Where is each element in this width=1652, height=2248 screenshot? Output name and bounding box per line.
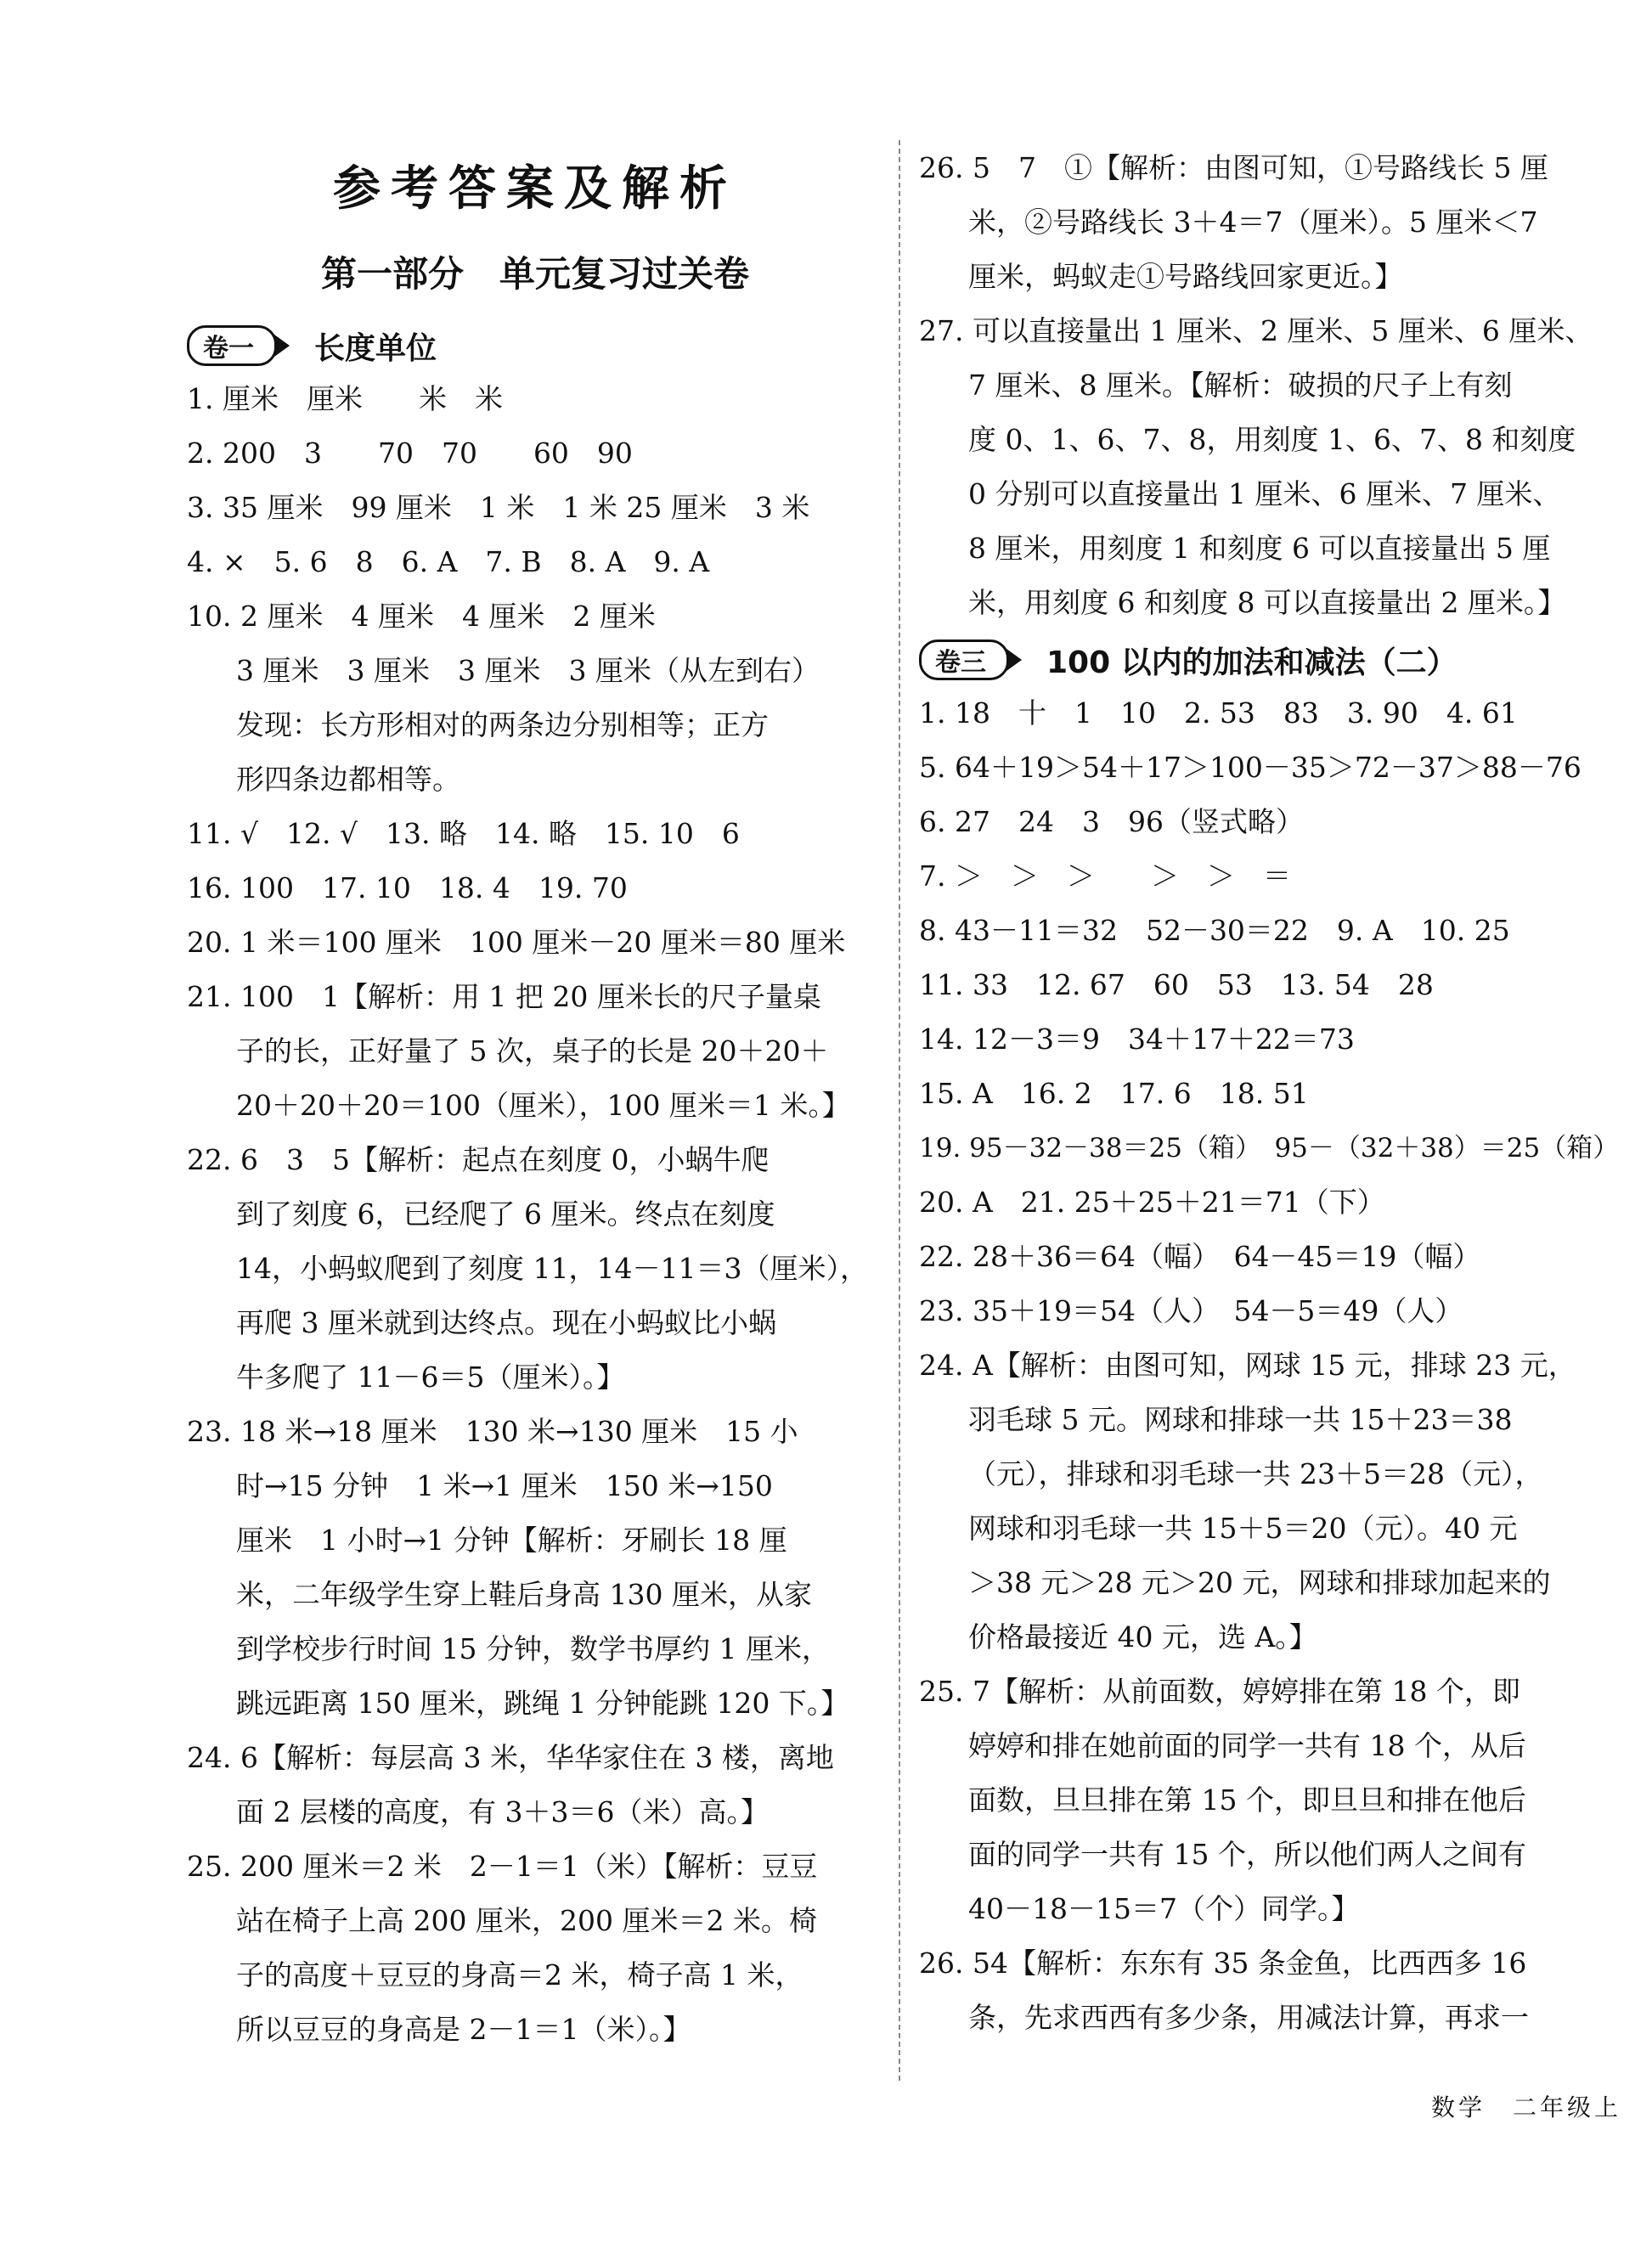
page-footer: 数学 二年级上	[1431, 2093, 1622, 2121]
left-column	[187, 316, 883, 2057]
answer-line: 22. 6 3 5【解析：起点在刻度 0，小蜗牛爬	[187, 1143, 770, 1176]
section-title: 100 以内的加法和减法（二）	[1046, 645, 1457, 680]
answer-line: 26. 54【解析：东东有 35 条金鱼，比西西多 16	[919, 1947, 1527, 1980]
answer-line: 22. 28＋36＝64（幅） 64－45＝19（幅）	[919, 1240, 1481, 1273]
answer-line: 6. 27 24 3 96（竖式略）	[919, 805, 1304, 838]
answer-line: 4. × 5. 6 8 6. A 7. B 8. A 9. A	[187, 545, 710, 578]
answer-line: 20＋20＋20＝100（厘米），100 厘米＝1 米。】	[236, 1089, 850, 1122]
section-header-juan1	[187, 321, 883, 370]
right-column	[919, 141, 1632, 2045]
answer-line: 2. 200 3 70 70 60 90	[187, 437, 633, 470]
answer-line: 26. 5 7 ①【解析：由图可知，①号路线长 5 厘	[919, 151, 1548, 184]
answer-line: 厘米，蚂蚁走①号路线回家更近。】	[968, 260, 1403, 293]
answer-line: 19. 95－32－38＝25（箱） 95－（32＋38）＝25（箱）	[919, 1133, 1620, 1163]
answer-line: 子的高度＋豆豆的身高＝2 米，椅子高 1 米，	[236, 1958, 803, 1992]
answer-line: 25. 200 厘米＝2 米 2－1＝1（米）【解析：豆豆	[187, 1850, 818, 1883]
answer-line: 面数，旦旦排在第 15 个，即旦旦和排在他后	[968, 1783, 1526, 1817]
answer-line: 0 分别可以直接量出 1 厘米、6 厘米、7 厘米、	[968, 477, 1561, 510]
answer-line: 1. 18 十 1 10 2. 53 83 3. 90 4. 61	[919, 696, 1518, 730]
answer-line: 到了刻度 6，已经爬了 6 厘米。终点在刻度	[236, 1197, 775, 1231]
answer-line: 价格最接近 40 元，选 A。】	[968, 1620, 1317, 1654]
answer-line: 再爬 3 厘米就到达终点。现在小蚂蚁比小蜗	[236, 1306, 776, 1339]
answer-line: 27. 可以直接量出 1 厘米、2 厘米、5 厘米、6 厘米、	[919, 314, 1593, 347]
answer-line: （元），排球和羽毛球一共 23＋5＝28（元），	[968, 1457, 1543, 1490]
arrow-icon	[274, 335, 290, 357]
column-divider	[899, 140, 900, 2081]
answer-line: 7. ＞ ＞ ＞ ＞ ＞ ＝	[919, 859, 1291, 893]
answer-line: 8 厘米，用刻度 1 和刻度 6 可以直接量出 5 厘	[968, 532, 1551, 565]
answer-line: 3 厘米 3 厘米 3 厘米 3 厘米（从左到右）	[236, 654, 820, 687]
answer-line: 跳远距离 150 厘米，跳绳 1 分钟能跳 120 下。】	[236, 1687, 849, 1720]
answer-line: ＞38 元＞28 元＞20 元，网球和排球加起来的	[968, 1566, 1551, 1599]
answer-line: 网球和羽毛球一共 15＋5＝20（元）。40 元	[968, 1512, 1518, 1545]
answer-line: 度 0、1、6、7、8，用刻度 1、6、7、8 和刻度	[968, 423, 1576, 456]
arrow-icon	[1006, 649, 1022, 671]
answer-line: 25. 7【解析：从前面数，婷婷排在第 18 个，即	[919, 1675, 1520, 1708]
answer-line: 1. 厘米 厘米 米 米	[187, 382, 503, 415]
answer-line: 21. 100 1【解析：用 1 把 20 厘米长的尺子量桌	[187, 980, 821, 1013]
answer-line: 11. 33 12. 67 60 53 13. 54 28	[919, 968, 1434, 1001]
answer-line: 8. 43－11＝32 52－30＝22 9. A 10. 25	[919, 914, 1510, 947]
answer-line: 20. 1 米＝100 厘米 100 厘米－20 厘米＝80 厘米	[187, 926, 846, 959]
answer-line: 24. A【解析：由图可知，网球 15 元，排球 23 元，	[919, 1349, 1576, 1382]
answer-line: 15. A 16. 2 17. 6 18. 51	[919, 1077, 1309, 1110]
answer-line: 米，②号路线长 3＋4＝7（厘米）。5 厘米＜7	[968, 206, 1538, 239]
answer-line: 发现：长方形相对的两条边分别相等；正方	[236, 708, 769, 741]
answer-line: 20. A 21. 25＋25＋21＝71（下）	[919, 1186, 1385, 1219]
answer-line: 23. 18 米→18 厘米 130 米→130 厘米 15 小	[187, 1415, 798, 1448]
answer-line: 条，先求西西有多少条，用减法计算，再求一	[968, 2001, 1529, 2034]
page-title: 参考答案及解析	[333, 161, 737, 217]
answer-line: 形四条边都相等。	[236, 763, 460, 796]
answer-line: 婷婷和排在她前面的同学一共有 18 个，从后	[968, 1729, 1526, 1762]
section-badge: 卷一	[187, 325, 277, 366]
answer-line: 3. 35 厘米 99 厘米 1 米 1 米 25 厘米 3 米	[187, 491, 810, 524]
answer-line: 10. 2 厘米 4 厘米 4 厘米 2 厘米	[187, 600, 656, 633]
answer-line: 站在椅子上高 200 厘米，200 厘米＝2 米。椅	[236, 1904, 817, 1937]
answer-line: 14，小蚂蚁爬到了刻度 11，14－11＝3（厘米），	[236, 1252, 868, 1285]
answer-line: 子的长，正好量了 5 次，桌子的长是 20＋20＋	[236, 1034, 829, 1068]
answer-line: 面 2 层楼的高度，有 3＋3＝6（米）高。】	[236, 1795, 769, 1828]
answer-line: 羽毛球 5 元。网球和排球一共 15＋23＝38	[968, 1403, 1513, 1436]
answer-line: 23. 35＋19＝54（人） 54－5＝49（人）	[919, 1294, 1463, 1327]
answer-line: 时→15 分钟 1 米→1 厘米 150 米→150	[236, 1469, 773, 1502]
answer-line: 米，用刻度 6 和刻度 8 可以直接量出 2 厘米。】	[968, 586, 1566, 619]
answer-line: 40－18－15＝7（个）同学。】	[968, 1892, 1360, 1925]
section-title: 长度单位	[314, 330, 437, 366]
section-header-juan3	[919, 635, 1632, 685]
answer-line: 面的同学一共有 15 个，所以他们两人之间有	[968, 1838, 1526, 1871]
section-badge: 卷三	[919, 639, 1009, 680]
answer-line: 米，二年级学生穿上鞋后身高 130 厘米，从家	[236, 1578, 812, 1611]
answer-line: 5. 64＋19＞54＋17＞100－35＞72－37＞88－76	[919, 751, 1582, 784]
answer-line: 厘米 1 小时→1 分钟【解析：牙刷长 18 厘	[236, 1524, 787, 1557]
answer-line: 16. 100 17. 10 18. 4 19. 70	[187, 871, 628, 904]
answer-line: 所以豆豆的身高是 2－1＝1（米）。】	[236, 2013, 691, 2046]
answer-line: 7 厘米、8 厘米。【解析：破损的尺子上有刻	[968, 369, 1513, 402]
part-title: 第一部分 单元复习过关卷	[320, 253, 749, 295]
answer-line: 24. 6【解析：每层高 3 米，华华家住在 3 楼，离地	[187, 1741, 834, 1774]
answer-line: 11. √ 12. √ 13. 略 14. 略 15. 10 6	[187, 817, 740, 850]
answer-line: 牛多爬了 11－6＝5（厘米）。】	[236, 1361, 625, 1394]
answer-line: 到学校步行时间 15 分钟，数学书厚约 1 厘米，	[236, 1632, 830, 1665]
answer-line: 14. 12－3＝9 34＋17＋22＝73	[919, 1023, 1355, 1056]
